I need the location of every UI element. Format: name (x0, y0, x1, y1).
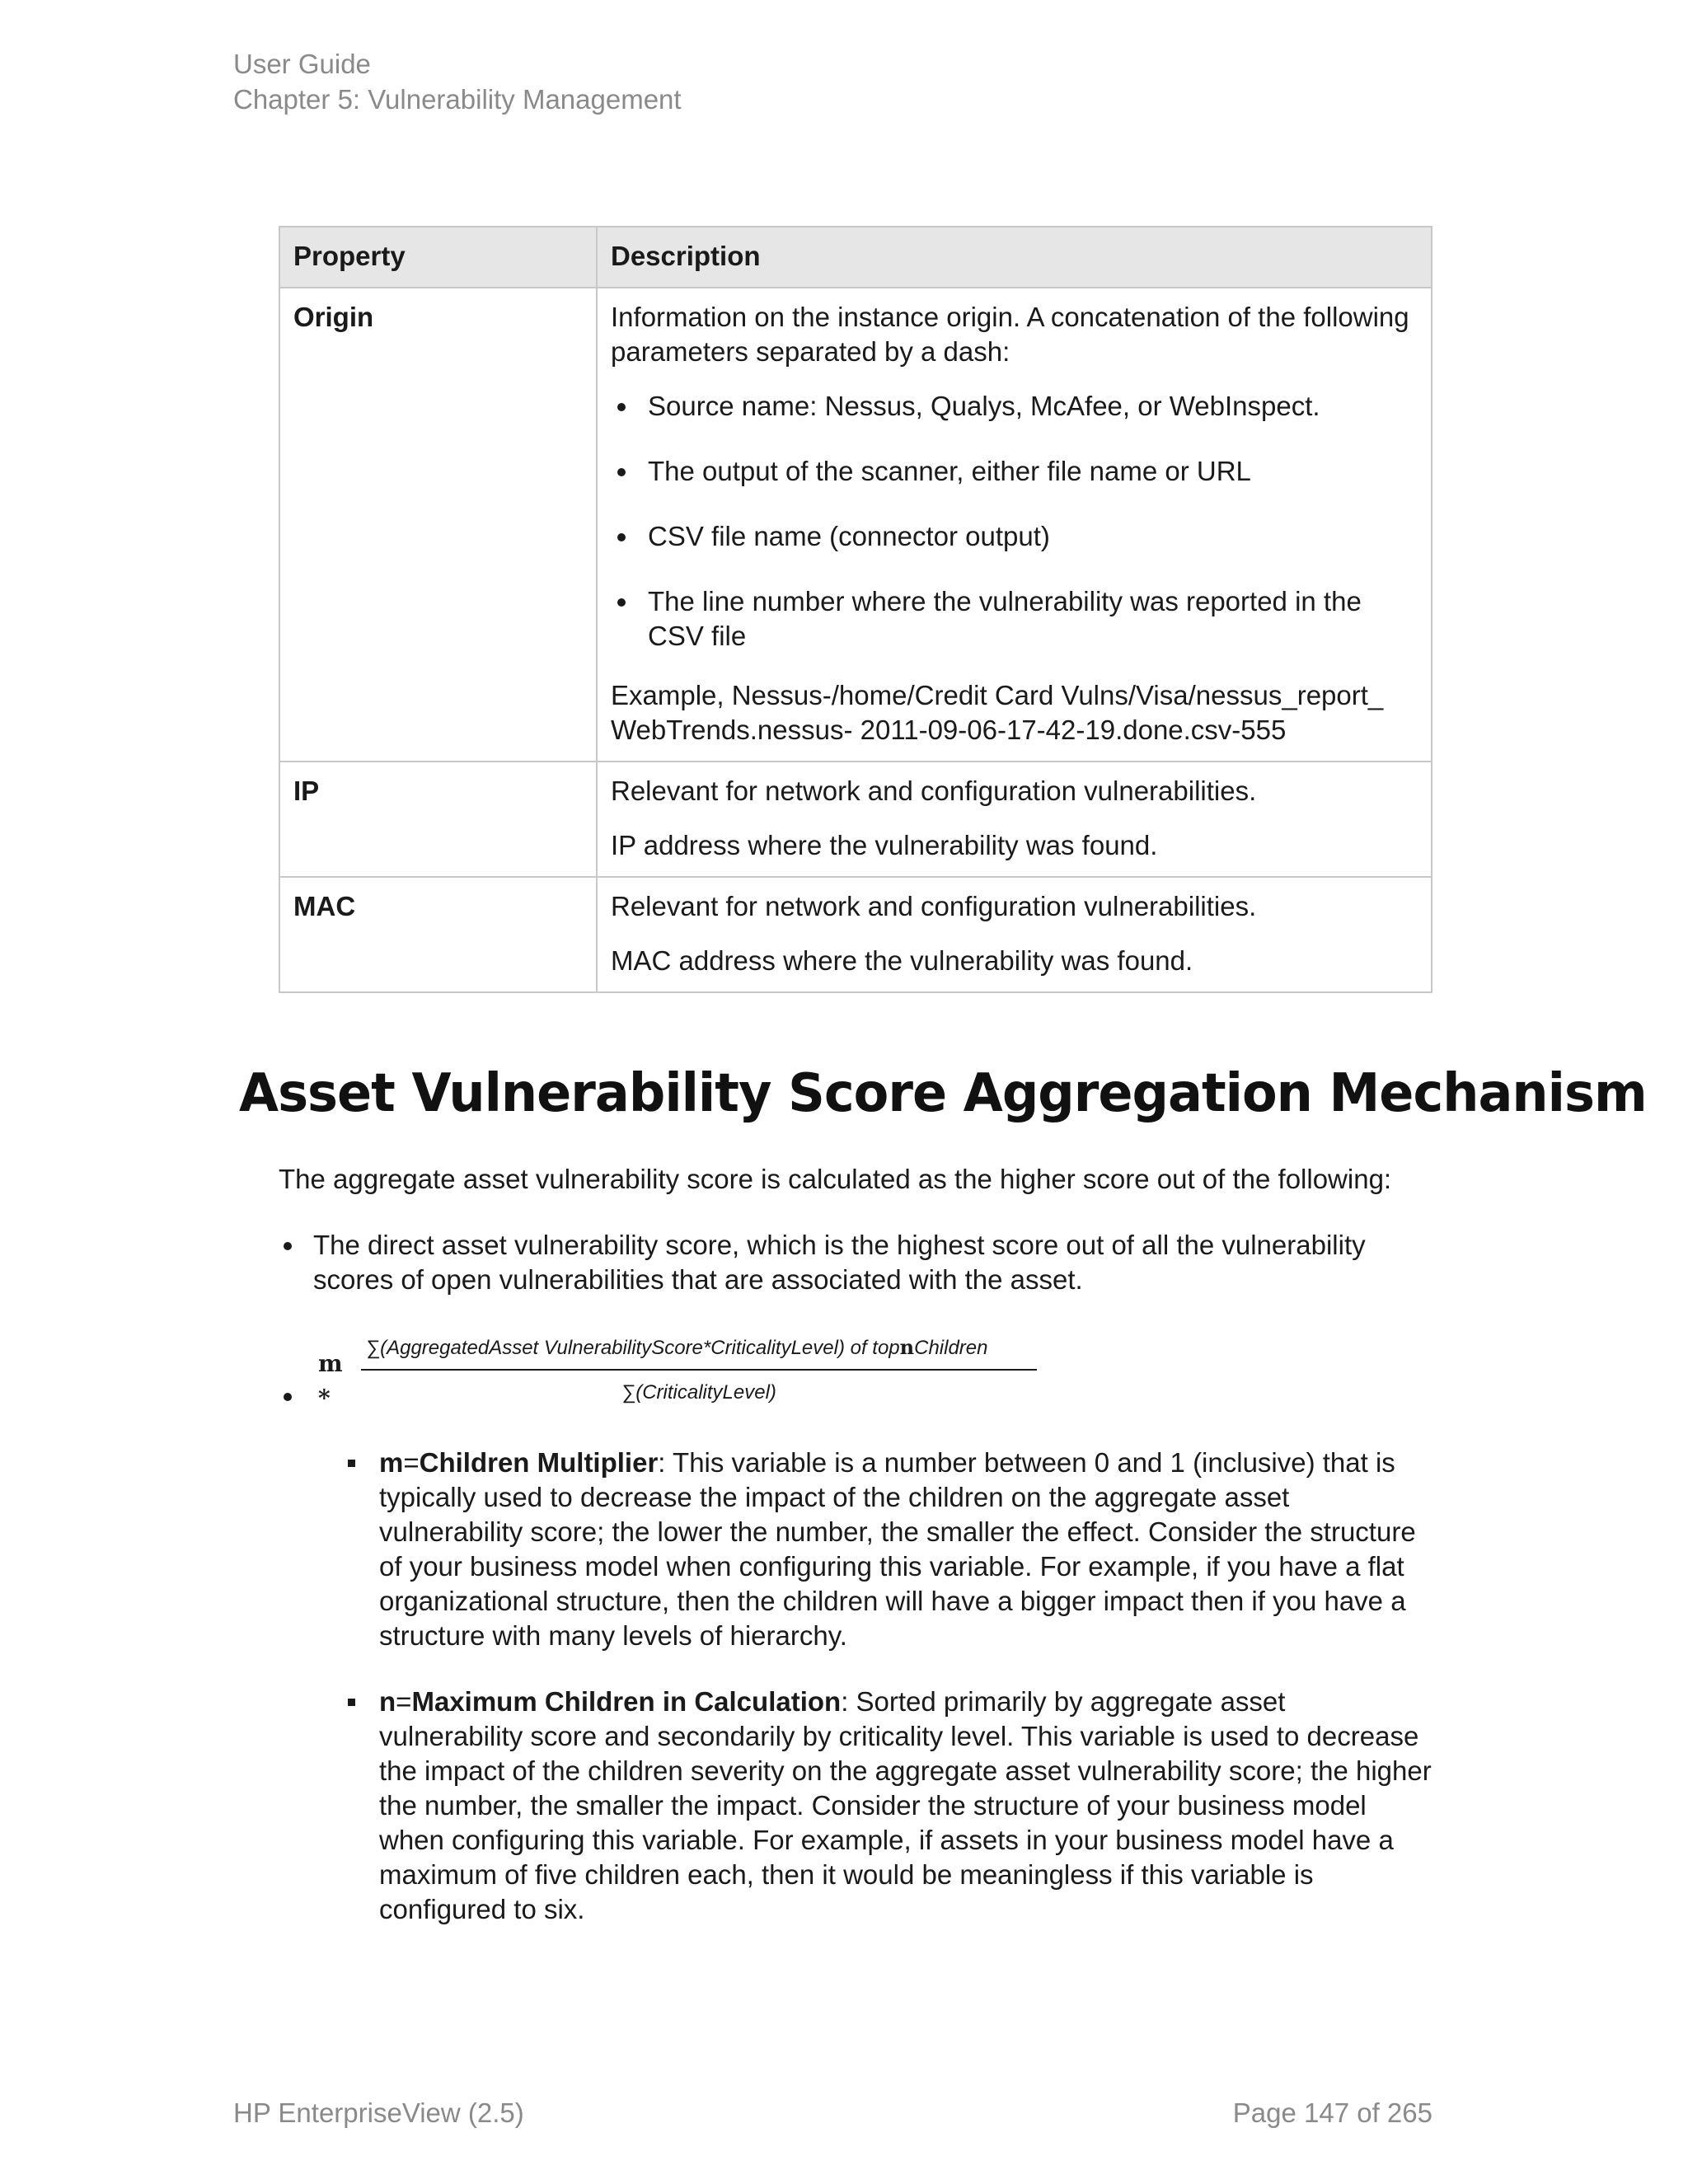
cell-property-ip: IP (279, 762, 597, 877)
list-item: CSV file name (connector output) (611, 519, 1418, 554)
aggregation-bullet-list (279, 1228, 1432, 1958)
variable-sublist (279, 1446, 1432, 1927)
fraction-bar (361, 1369, 1037, 1371)
footer-page-number: Page 147 of 265 (1232, 2097, 1432, 2128)
ip-line-1: Relevant for network and configuration vulnerabilities. (611, 776, 1257, 806)
cell-property-origin: Origin (279, 288, 597, 762)
var-n-equals: = (396, 1686, 412, 1717)
table-row-ip (279, 762, 1432, 877)
properties-table (279, 226, 1432, 993)
mac-line-2: MAC address where the vulnerability was found. (611, 945, 1193, 976)
cell-property-mac: MAC (279, 877, 597, 992)
header-chapter: Chapter 5: Vulnerability Management (233, 84, 682, 115)
col-header-description: Description (597, 227, 1432, 288)
formula-denominator: ∑(CriticalityLevel) (621, 1381, 776, 1404)
var-m-description: : This variable is a number between 0 and 1 (inclusive) that is typically used to decrease the impact of the children on the aggregate asset vulnerability score; the lower the number, the smaller the effect. Consider the structure of your business model when configuring this variable. For example, if you have a flat organizational structure, then the children will have a bigger impact then if you have a structure with many levels of hierarchy. (379, 1447, 1416, 1651)
bullet-dot (284, 1393, 292, 1401)
cell-description-ip (597, 762, 1432, 877)
var-n-name: Maximum Children in Calculation (411, 1686, 842, 1717)
bullet-square (348, 1460, 355, 1467)
numerator-end: Children (914, 1337, 988, 1359)
ip-line-2: IP address where the vulnerability was found. (611, 830, 1158, 860)
footer-product: HP EnterpriseView (2.5) (233, 2097, 524, 2128)
cell-description-mac (597, 877, 1432, 992)
formula-multiplier: m * (318, 1350, 343, 1412)
cell-description-origin (597, 288, 1432, 762)
formula-numerator (361, 1330, 1037, 1366)
numerator-start: ∑(AggregatedAsset VulnerabilityScore*CriticalityLevel) of top (366, 1337, 900, 1359)
page-header (233, 46, 682, 117)
origin-intro: Information on the instance origin. A concatenation of the following parameters separated by a dash: (611, 302, 1409, 367)
mac-line-1: Relevant for network and configuration vulnerabilities. (611, 891, 1257, 921)
origin-bullet-list (611, 389, 1418, 654)
direct-score-text: The direct asset vulnerability score, which is the highest score out of all the vulnerability scores of open vulnerabilities that are associated with the asset. (313, 1230, 1366, 1295)
table-row-origin (279, 288, 1432, 762)
formula-fraction (361, 1330, 1037, 1410)
list-item-direct-score (279, 1228, 1432, 1297)
list-item-formula (279, 1322, 1432, 1421)
list-item: The output of the scanner, either file name or URL (611, 454, 1418, 489)
list-item-children-multiplier (345, 1446, 1432, 1653)
bullet-dot (284, 1242, 292, 1250)
header-doc-title: User Guide (233, 49, 371, 79)
list-item: The line number where the vulnerability was reported in the CSV file (611, 584, 1418, 654)
var-n-description: : Sorted primarily by aggregate asset vulnerability score and secondarily by criticality level. This variable is used to decrease the impact of the children severity on the aggregate asset vulnerability score; the higher the number, the smaller the impact. Consider the structure of your business model when configuring this variable. For example, if assets in your business model have a maximum of five children each, then it would be meaningless if this variable is configured to six. (379, 1686, 1432, 1924)
var-m-name: Children Multiplier (419, 1447, 659, 1478)
numerator-n: n (899, 1335, 915, 1359)
var-m: m (379, 1447, 404, 1478)
table-header-row (279, 227, 1432, 288)
list-item-max-children (345, 1685, 1432, 1927)
bullet-square (348, 1699, 355, 1706)
col-header-property: Property (279, 227, 597, 288)
table-row-mac (279, 877, 1432, 992)
var-n: n (379, 1686, 396, 1717)
origin-example: Example, Nessus-/home/Credit Card Vulns/Visa/nessus_report_ WebTrends.nessus- 2011-09-06-17-42-19.done.csv-555 (611, 680, 1384, 745)
section-heading: Asset Vulnerability Score Aggregation Mechanism (239, 1063, 1647, 1124)
section-intro: The aggregate asset vulnerability score is calculated as the higher score out of the following: (279, 1164, 1392, 1194)
list-item: Source name: Nessus, Qualys, McAfee, or WebInspect. (611, 389, 1418, 424)
var-m-equals: = (403, 1447, 420, 1478)
